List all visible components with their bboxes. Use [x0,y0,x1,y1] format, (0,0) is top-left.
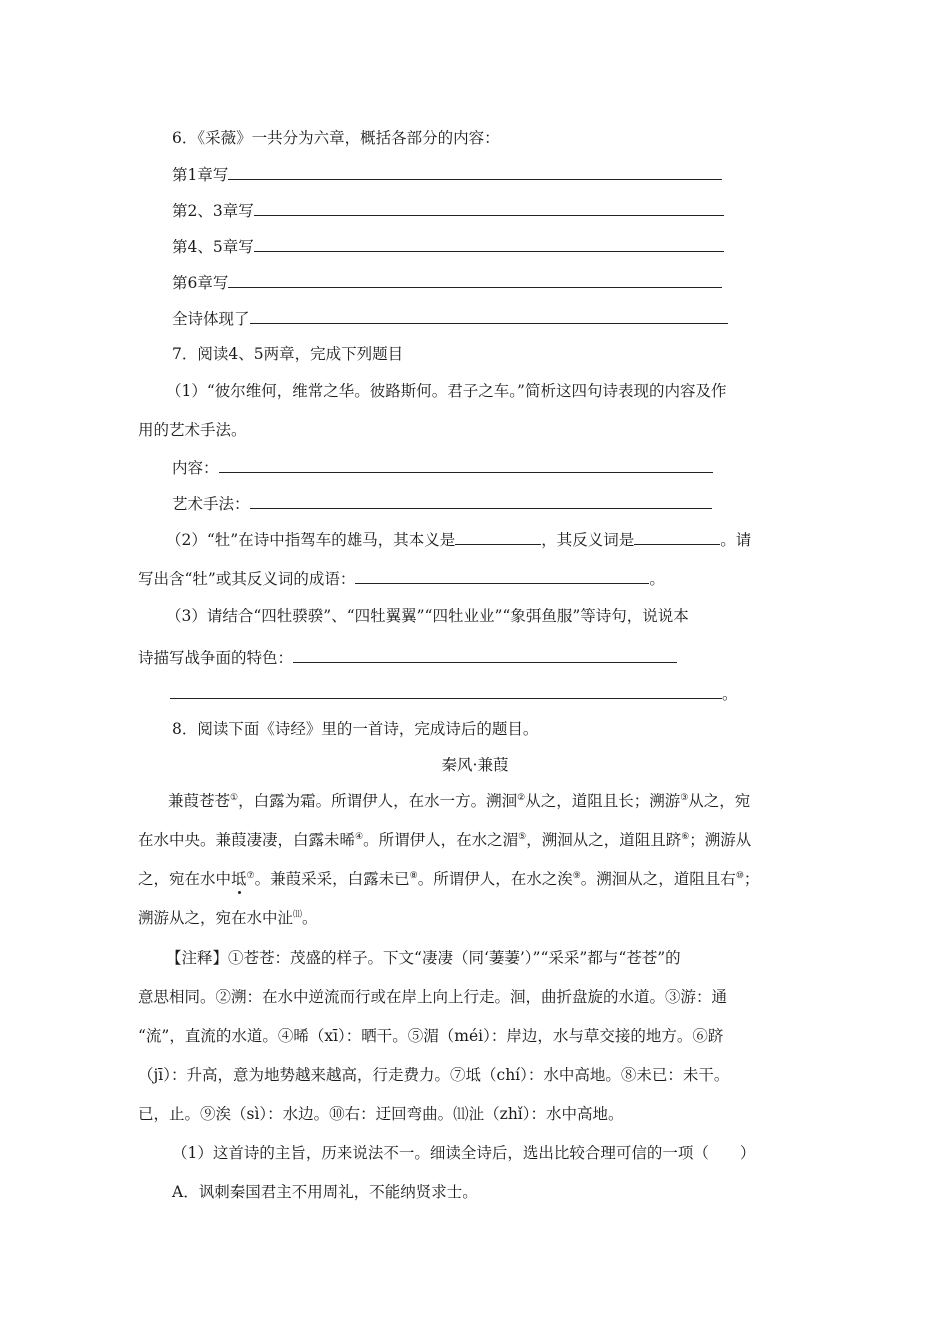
q7-content-label: 内容： [172,459,219,477]
poem-text: ； [743,870,760,888]
footnote-ref: ⑩ [735,870,744,881]
q6-line-3 [172,235,724,258]
footnote-ref: ⑾ [293,909,303,920]
q6-line-4-label: 第6章写 [172,274,229,292]
q7-stem: 7．阅读4、5两章，完成下列题目 [172,345,404,363]
q8-sub1: （1）这首诗的主旨，历来说法不一。细读全诗后，选出比较合理可信的一项（ ） [172,1144,756,1162]
q7-part3-end: 。 [722,685,738,703]
footnote-ref: ⑥ [681,831,690,842]
answer-blank[interactable] [355,567,649,584]
q6-line-2 [172,199,724,222]
poem-text: ，白露为霜。所谓伊人，在水一方。溯洄 [238,792,518,810]
answer-blank[interactable] [250,307,728,324]
poem-line-1 [168,790,750,812]
poem-text: ；溯游从 [689,831,752,849]
footnote-ref: ⑦ [246,870,255,881]
answer-blank[interactable] [293,646,677,663]
q7-content-row [172,456,713,479]
q7-part3-line-c [170,682,738,705]
notes-line-5: 已，止。⑨涘（sì）：水边。⑩右：迂回弯曲。⑾沚（zhǐ）：水中高地。 [138,1105,624,1123]
q7-part2-text-4: 写出含“牡”或其反义词的成语： [138,570,356,588]
answer-blank[interactable] [250,492,712,509]
footnote-ref: ④ [355,831,364,842]
answer-blank[interactable] [254,199,724,216]
poem-text: ，溯洄从之，道阻且跻 [526,831,682,849]
poem-text: 。 [302,909,318,927]
poem-line-2 [138,829,751,851]
poem-text: 。兼葭采采，白露未已 [254,870,410,888]
q6-line-4 [172,271,722,294]
answer-blank[interactable] [254,235,724,252]
answer-blank[interactable] [219,456,713,473]
footnote-ref: ③ [680,792,689,803]
poem-text: 从之，道阻且长；溯游 [525,792,681,810]
q7-part2-text-1: （2）“牡”在诗中指驾车的雄马，其本义是 [166,531,456,549]
footnote-ref: ⑤ [518,831,527,842]
answer-blank[interactable] [228,163,722,180]
notes-line-2: 意思相同。②溯：在水中逆流而行或在岸上向上行走。洄，曲折盘旋的水道。③游：通 [138,988,728,1006]
q6-line-5-label: 全诗体现了 [172,310,250,328]
poem-text: 溯游从之，宛在水中沚 [138,909,294,927]
answer-blank[interactable] [455,528,541,545]
poem-text: 。溯洄从之，道阻且右 [580,870,736,888]
q7-art-label: 艺术手法： [172,495,250,513]
poem-text: 。所谓伊人，在水之涘 [417,870,573,888]
poem-title: 秦风·兼葭 [441,756,509,774]
q6-line-2-label: 第2、3章写 [172,202,254,220]
poem-line-4 [138,907,318,929]
q7-part3-line-a: （3）请结合“四牡骙骙”、“四牡翼翼”“四牡业业”“象弭鱼服”等诗句，说说本 [166,607,689,625]
poem-text: 。所谓伊人，在水之湄 [363,831,519,849]
q7-part3-text: 诗描写战争面的特色： [138,649,294,667]
notes-label: 【注释】 [166,949,229,967]
poem-text: 之，宛在水中 [138,870,232,888]
notes-line-4: （jī）：升高，意为地势越来越高，行走费力。⑦坻（chí）：水中高地。⑧未已：未干。 [138,1066,730,1084]
q7-part1-line-b: 用的艺术手法。 [138,421,247,439]
poem-text: 在水中央。兼葭凄凄，白露未晞 [138,831,356,849]
q7-part2-line-b [138,567,665,590]
footnote-ref: ⑨ [572,870,581,881]
q7-part2-line-a [166,528,751,551]
answer-blank[interactable] [228,271,722,288]
answer-blank[interactable] [634,528,720,545]
q7-part3-line-b [138,646,677,669]
footnote-ref: ⑧ [409,870,418,881]
q7-part2-text-5: 。 [649,570,665,588]
footnote-ref: ① [230,792,239,803]
poem-text: 兼葭苍苍 [168,792,231,810]
footnote-ref: ② [517,792,526,803]
q7-part1-line-a: （1）“彼尔维何，维常之华。彼路斯何。君子之车。”简析这四句诗表现的内容及作 [166,382,727,400]
poem-line-3 [138,868,759,890]
q6-line-1 [172,163,722,186]
q7-part2-text-3: 。请 [720,531,752,549]
answer-blank[interactable] [170,682,722,699]
q7-art-row [172,492,712,515]
q6-line-1-label: 第1章写 [172,166,229,184]
notes-line-3: “流”，直流的水道。④晞（xī）：晒干。⑤湄（méi）：岸边，水与草交接的地方。⑥跻 [138,1027,724,1045]
poem-text: 从之，宛 [688,792,751,810]
notes-line-1 [166,947,681,969]
q6-line-3-label: 第4、5章写 [172,238,254,256]
q7-part2-text-2: ，其反义词是 [541,531,635,549]
q8-option-a[interactable]: A．讽刺秦国君主不用周礼，不能纳贤求士。 [172,1183,478,1201]
q8-stem: 8．阅读下面《诗经》里的一首诗，完成诗后的题目。 [172,720,539,738]
q6-line-5 [172,307,728,330]
q6-stem: 6．《采薇》一共分为六章，概括各部分的内容： [172,129,500,147]
notes-text: ①苍苍：茂盛的样子。下文“凄凄（同‘萋萋’）”“采采”都与“苍苍”的 [228,949,681,967]
emphasis-char: 坻 [231,870,247,888]
